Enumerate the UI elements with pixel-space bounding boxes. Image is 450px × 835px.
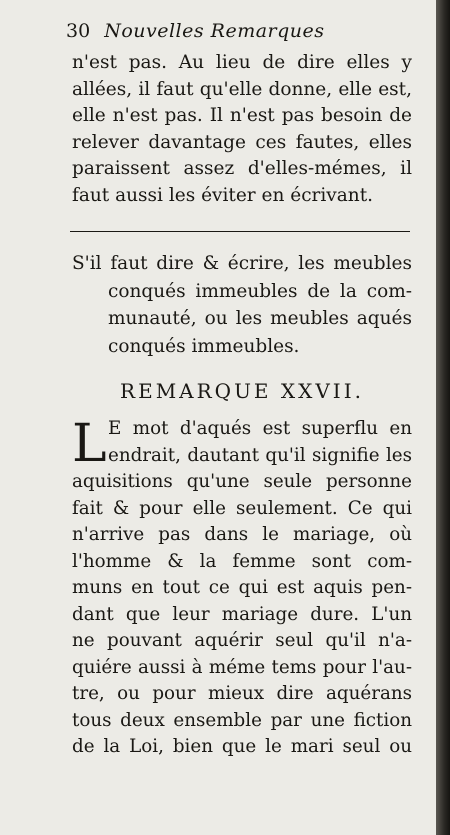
text-line: elle n'est pas. Il n'est pas besoin de [72, 105, 412, 126]
page-number: 30 [66, 20, 91, 42]
text-line: faut aussi les éviter en écrivant. [72, 184, 374, 206]
text-line: de la Loi, bien que le mari seul ou [72, 736, 412, 757]
text-line: l'homme & la femme sont com- [72, 550, 412, 572]
text-line: quiére aussi à méme tems pour l'au- [72, 656, 412, 678]
running-header [66, 20, 412, 50]
text-line: dant que leur mariage dure. L'un [72, 603, 412, 625]
text-line: paraissent assez d'elles-mémes, il [72, 158, 412, 179]
text-line: endrait, dautant qu'il signifie les [108, 444, 412, 466]
text-line: n'est pas. Au lieu de dire elles y [72, 52, 412, 73]
body-paragraph [72, 416, 412, 761]
text-line: muns en tout ce qui est aquis pen- [72, 577, 412, 598]
text-line: allées, il faut qu'elle donne, elle est, [72, 78, 412, 100]
top-paragraph [72, 50, 412, 209]
remark-title [72, 250, 412, 360]
section-divider [70, 231, 410, 232]
text-line: relever davantage ces fautes, elles [72, 131, 412, 153]
text-line: n'arrive pas dans le mariage, où [72, 524, 412, 545]
text-line: munauté, ou les meubles aqués [108, 308, 412, 329]
text-line: tous deux ensemble par une fiction [72, 709, 412, 731]
text-line: ne pouvant aquérir seul qu'il n'a- [72, 630, 412, 651]
text-line: S'il faut dire & écrire, les meubles [72, 253, 412, 274]
book-gutter-shadow [436, 0, 450, 835]
text-line: aquisitions qu'une seule personne [72, 471, 412, 492]
text-line: conqués immeubles de la com- [108, 280, 412, 302]
text-line: tre, ou pour mieux dire aquérans [72, 683, 412, 704]
text-line: conqués immeubles. [108, 335, 300, 357]
running-title: Nouvelles Remarques [104, 20, 325, 42]
drop-cap: L [72, 414, 107, 474]
text-line: fait & pour elle seulement. Ce qui [72, 497, 412, 519]
remark-heading: REMARQUE XXVII. [120, 379, 364, 403]
page-text-block [66, 20, 412, 761]
text-line: E mot d'aqués est superflu en [108, 418, 412, 439]
